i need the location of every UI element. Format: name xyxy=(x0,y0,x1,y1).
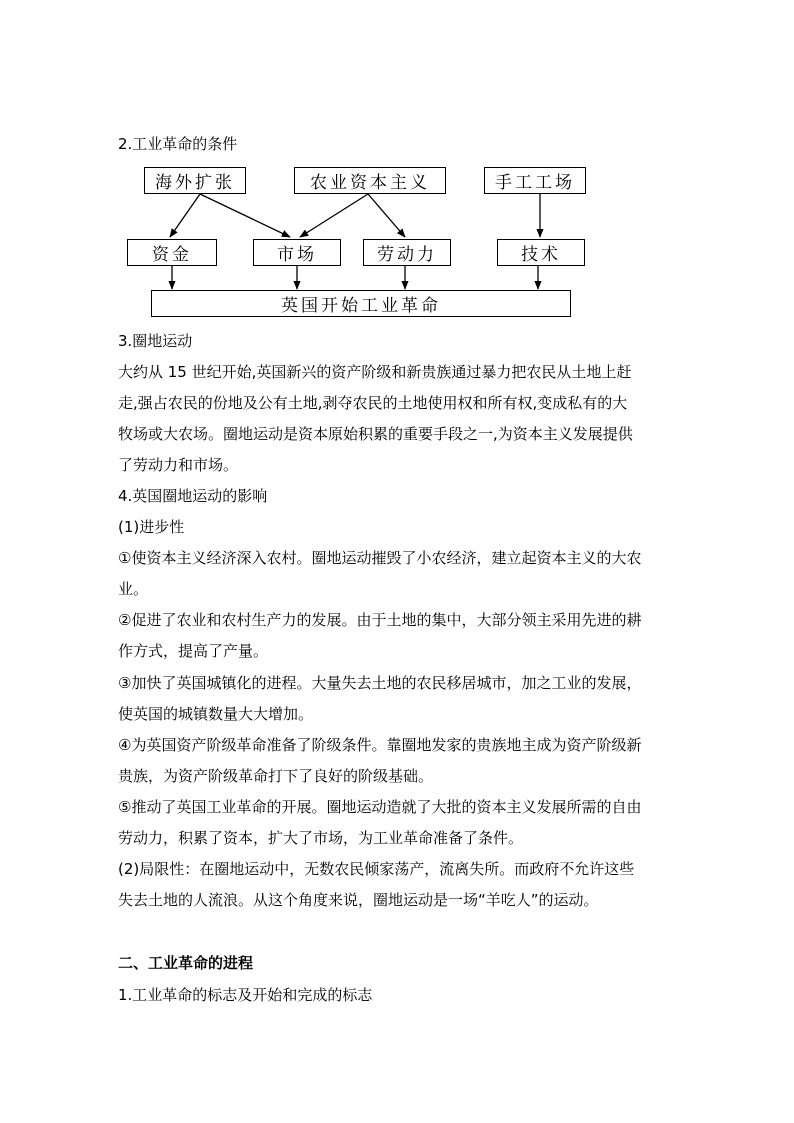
progressive-title: (1)进步性 xyxy=(118,518,185,536)
point-line: 业。 xyxy=(118,580,149,598)
arrow-agri-to-market xyxy=(300,194,368,237)
box-capital: 资金 xyxy=(127,239,217,266)
point-line: ③加快了英国城镇化的进程。大量失去土地的农民移居城市，加之工业的发展， xyxy=(118,674,642,692)
box-overseas-expansion: 海外扩张 xyxy=(144,167,246,194)
arrow-agri-to-labor xyxy=(368,194,405,237)
point-line: 使英国的城镇数量大大增加。 xyxy=(118,705,314,723)
enclosure-para-line: 牧场或大农场。圈地运动是资本原始积累的重要手段之一,为资本主义发展提供 xyxy=(118,425,633,443)
section-title: 二、工业革命的进程 xyxy=(118,954,254,972)
heading-conditions: 2.工业革命的条件 xyxy=(118,135,238,153)
arrow-expansion-to-capital xyxy=(170,194,200,237)
box-market: 市场 xyxy=(253,239,341,266)
heading-enclosure: 3.圈地运动 xyxy=(118,332,193,350)
point-line: 作方式，提高了产量。 xyxy=(118,642,269,660)
point-line: 贵族，为资产阶级革命打下了良好的阶级基础。 xyxy=(118,767,434,785)
diagram-arrows xyxy=(0,0,794,330)
heading-impact: 4.英国圈地运动的影响 xyxy=(118,487,268,505)
enclosure-para-line: 了劳动力和市场。 xyxy=(118,456,239,474)
arrow-expansion-to-market xyxy=(200,194,290,237)
point-line: ④为英国资产阶级革命准备了阶级条件。靠圈地发家的贵族地主成为资产阶级新 xyxy=(118,736,642,754)
point-line: ②促进了农业和农村生产力的发展。由于土地的集中，大部分领主采用先进的耕 xyxy=(118,611,642,629)
limitation-line: 失去土地的人流浪。从这个角度来说，圈地运动是一场“羊吃人”的运动。 xyxy=(118,891,599,909)
limitation-line: (2)局限性：在圈地运动中，无数农民倾家荡产，流离失所。而政府不允许这些 xyxy=(118,860,635,878)
enclosure-para-line: 走,强占农民的份地及公有土地,剥夺农民的土地使用权和所有权,变成私有的大 xyxy=(118,394,628,412)
box-agricultural-capitalism: 农业资本主义 xyxy=(294,167,446,194)
point-line: 劳动力，积累了资本，扩大了市场，为工业革命准备了条件。 xyxy=(118,829,524,847)
point-line: ⑤推动了英国工业革命的开展。圈地运动造就了大批的资本主义发展所需的自由 xyxy=(118,798,642,816)
point-line: ①使资本主义经济深入农村。圈地运动摧毁了小农经济，建立起资本主义的大农 xyxy=(118,549,642,567)
box-handicraft-workshop: 手工工场 xyxy=(484,167,586,194)
box-industrial-revolution: 英国开始工业革命 xyxy=(151,290,571,317)
enclosure-para-line: 大约从 15 世纪开始,英国新兴的资产阶级和新贵族通过暴力把农民从土地上赶 xyxy=(118,363,632,381)
box-technology: 技术 xyxy=(497,239,585,266)
subheading: 1.工业革命的标志及开始和完成的标志 xyxy=(118,986,373,1004)
box-labor: 劳动力 xyxy=(363,239,451,266)
